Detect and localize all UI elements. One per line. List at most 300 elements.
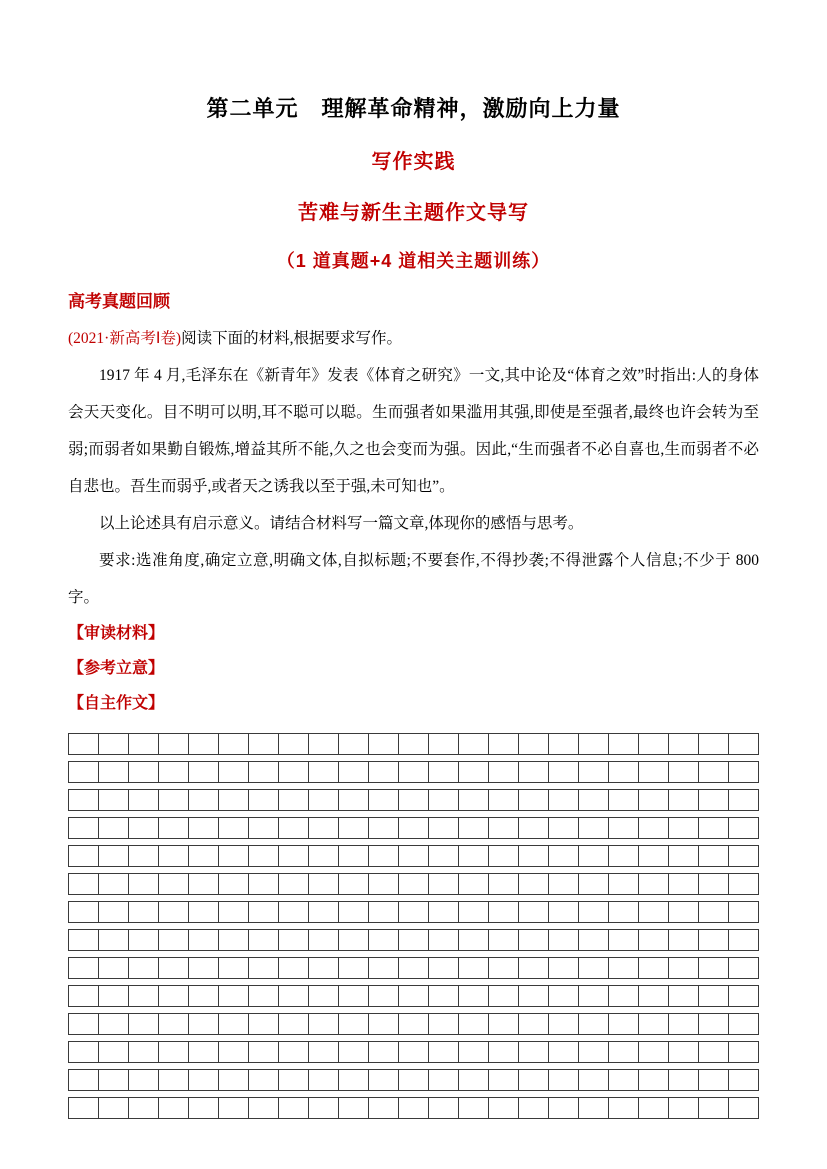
writing-grid-cell [99,762,129,782]
writing-grid-cell [279,1098,309,1118]
writing-grid-row [68,1069,759,1091]
writing-grid-cell [639,846,669,866]
writing-grid-cell [429,846,459,866]
writing-grid-cell [699,1014,729,1034]
writing-grid-cell [549,762,579,782]
writing-grid-row [68,1013,759,1035]
writing-grid-cell [369,874,399,894]
writing-grid-cell [159,818,189,838]
writing-grid-cell [519,986,549,1006]
writing-grid-cell [189,790,219,810]
writing-grid-cell [669,1014,699,1034]
writing-grid-cell [609,762,639,782]
writing-grid-cell [279,734,309,754]
writing-grid-cell [189,930,219,950]
exam-source-line [68,320,759,357]
writing-grid-row [68,845,759,867]
writing-grid-cell [429,790,459,810]
writing-grid-cell [309,762,339,782]
writing-grid-cell [609,734,639,754]
writing-grid-cell [99,1070,129,1090]
writing-grid-cell [609,986,639,1006]
writing-grid-cell [219,818,249,838]
writing-grid-cell [609,1014,639,1034]
writing-grid-cell [99,902,129,922]
writing-grid-cell [519,1042,549,1062]
writing-grid-cell [249,1014,279,1034]
writing-grid-cell [219,762,249,782]
writing-grid-cell [69,1098,99,1118]
writing-grid-cell [519,790,549,810]
writing-grid-cell [279,902,309,922]
writing-grid-cell [579,1042,609,1062]
writing-grid-cell [189,846,219,866]
writing-grid-cell [609,1042,639,1062]
writing-grid-cell [279,1014,309,1034]
writing-grid-cell [669,902,699,922]
writing-grid-cell [549,818,579,838]
writing-grid-cell [429,1070,459,1090]
writing-grid-cell [459,1098,489,1118]
writing-grid-cell [399,1014,429,1034]
writing-grid-cell [729,930,758,950]
writing-grid-cell [249,790,279,810]
writing-grid-cell [489,902,519,922]
writing-grid-cell [369,902,399,922]
writing-grid-cell [669,1098,699,1118]
writing-grid-cell [519,874,549,894]
writing-grid-cell [609,790,639,810]
writing-grid-cell [159,958,189,978]
subtitle-writing-practice: 写作实践 [371,151,456,173]
writing-grid-cell [489,1098,519,1118]
writing-grid-cell [519,958,549,978]
writing-grid-cell [339,930,369,950]
writing-grid-cell [189,902,219,922]
writing-grid-cell [579,1014,609,1034]
writing-grid-cell [219,986,249,1006]
writing-grid-cell [279,818,309,838]
writing-grid-cell [189,818,219,838]
writing-grid-cell [309,930,339,950]
writing-grid-cell [369,958,399,978]
writing-grid-cell [489,790,519,810]
writing-grid-cell [699,818,729,838]
subtitle-question-count: （1 道真题+4 道相关主题训练） [276,251,551,271]
writing-grid-cell [189,762,219,782]
writing-grid-cell [69,1042,99,1062]
exam-tag: (2021·新高考Ⅰ卷) [68,330,182,347]
writing-grid-cell [429,986,459,1006]
writing-grid-cell [459,846,489,866]
writing-grid-cell [459,1070,489,1090]
writing-grid-cell [579,902,609,922]
writing-grid-cell [399,958,429,978]
subtitle-essay-theme: 苦难与新生主题作文导写 [298,202,529,224]
writing-grid-cell [669,846,699,866]
writing-grid-cell [579,734,609,754]
writing-grid-row [68,789,759,811]
writing-grid-cell [69,930,99,950]
writing-grid-cell [249,762,279,782]
writing-grid-cell [699,1042,729,1062]
writing-grid-cell [639,958,669,978]
writing-grid-cell [459,762,489,782]
writing-grid-cell [249,734,279,754]
writing-grid-cell [129,958,159,978]
writing-grid-cell [309,902,339,922]
writing-grid-cell [369,818,399,838]
writing-grid-cell [99,1098,129,1118]
writing-grid-cell [159,902,189,922]
writing-grid-cell [159,1042,189,1062]
writing-grid-cell [69,986,99,1006]
writing-grid-cell [459,930,489,950]
writing-grid-cell [69,1070,99,1090]
writing-grid-cell [549,930,579,950]
unit-title: 第二单元 理解革命精神，激励向上力量 [206,96,621,121]
writing-grid-cell [729,1098,758,1118]
writing-grid-cell [699,874,729,894]
writing-grid-cell [99,1042,129,1062]
writing-grid-cell [669,930,699,950]
writing-grid-cell [159,1014,189,1034]
writing-grid-cell [399,1070,429,1090]
writing-grid-row [68,817,759,839]
writing-grid-cell [219,958,249,978]
writing-grid-cell [309,1014,339,1034]
writing-grid-cell [519,1098,549,1118]
writing-grid-cell [159,874,189,894]
writing-grid-cell [249,1098,279,1118]
writing-grid-cell [99,958,129,978]
writing-grid-cell [369,734,399,754]
writing-grid-cell [129,874,159,894]
writing-grid-cell [189,986,219,1006]
writing-grid-cell [159,1098,189,1118]
writing-grid-cell [219,1014,249,1034]
writing-grid-cell [339,986,369,1006]
writing-grid-cell [489,846,519,866]
writing-grid-cell [279,790,309,810]
writing-grid-cell [369,1098,399,1118]
writing-grid-cell [579,818,609,838]
writing-grid-cell [519,846,549,866]
writing-grid-cell [369,1042,399,1062]
writing-grid-cell [159,790,189,810]
writing-grid-cell [579,762,609,782]
writing-grid-cell [639,930,669,950]
writing-grid-cell [129,1042,159,1062]
writing-grid-row [68,901,759,923]
writing-grid-cell [399,790,429,810]
writing-grid-cell [69,1014,99,1034]
writing-grid-cell [669,790,699,810]
writing-grid-cell [669,1042,699,1062]
writing-grid-cell [189,1014,219,1034]
writing-grid-cell [519,902,549,922]
writing-grid-cell [639,818,669,838]
writing-grid-cell [519,930,549,950]
writing-grid-row [68,761,759,783]
writing-grid-cell [369,986,399,1006]
writing-grid-cell [189,1070,219,1090]
writing-grid-cell [639,902,669,922]
insight-paragraph: 以上论述具有启示意义。请结合材料写一篇文章,体现你的感悟与思考。 [99,515,584,532]
writing-grid-cell [729,846,758,866]
writing-grid-cell [609,1098,639,1118]
writing-grid-cell [729,958,758,978]
writing-grid-cell [429,930,459,950]
writing-grid-cell [69,846,99,866]
writing-grid-cell [309,958,339,978]
writing-grid-cell [339,790,369,810]
writing-grid-cell [399,986,429,1006]
writing-grid-cell [189,1098,219,1118]
writing-grid [68,733,759,1119]
writing-grid-cell [699,930,729,950]
writing-grid-cell [189,1042,219,1062]
writing-grid-cell [69,734,99,754]
writing-grid-cell [639,874,669,894]
writing-grid-cell [669,986,699,1006]
writing-grid-cell [129,902,159,922]
writing-grid-cell [309,790,339,810]
writing-grid-cell [519,818,549,838]
writing-grid-cell [159,762,189,782]
writing-grid-row [68,733,759,755]
writing-grid-cell [219,930,249,950]
writing-grid-cell [399,762,429,782]
section-heading-exam-review: 高考真题回顾 [68,292,170,311]
writing-grid-cell [309,818,339,838]
writing-grid-cell [129,762,159,782]
writing-grid-cell [579,1070,609,1090]
writing-grid-cell [489,1042,519,1062]
writing-grid-cell [279,986,309,1006]
writing-grid-cell [489,734,519,754]
material-paragraph: 1917 年 4 月,毛泽东在《新青年》发表《体育之研究》一文,其中论及“体育之效”时指出:人的身体会天天变化。目不明可以明,耳不聪可以聪。生而强者如果滥用其强,即使是至强者,最终也许会转为至弱;而弱者如果勤自锻炼,增益其所不能,久之也会变而为强。因此,“生而强者不必自喜也,生而弱者不必自悲也。吾生而弱乎,或者天之诱我以至于强,未可知也”。 [68,367,759,495]
writing-grid-cell [579,790,609,810]
writing-grid-cell [489,986,519,1006]
writing-grid-cell [99,790,129,810]
writing-grid-cell [399,1042,429,1062]
writing-grid-cell [279,958,309,978]
writing-grid-cell [609,818,639,838]
writing-grid-cell [429,762,459,782]
writing-grid-cell [699,1070,729,1090]
writing-grid-cell [249,902,279,922]
writing-grid-cell [729,1014,758,1034]
label-review-material: 【审读材料】 [68,625,165,642]
label-reference-ideas: 【参考立意】 [68,660,165,677]
writing-grid-cell [699,846,729,866]
writing-grid-cell [609,930,639,950]
writing-grid-cell [729,986,758,1006]
writing-grid-cell [369,790,399,810]
writing-grid-row [68,873,759,895]
writing-grid-cell [429,1098,459,1118]
writing-grid-cell [729,1042,758,1062]
writing-grid-cell [129,930,159,950]
writing-grid-cell [699,734,729,754]
writing-grid-cell [369,930,399,950]
writing-grid-cell [489,958,519,978]
writing-grid-cell [429,874,459,894]
writing-grid-cell [309,1070,339,1090]
writing-grid-row [68,957,759,979]
writing-grid-cell [189,874,219,894]
writing-grid-cell [549,846,579,866]
writing-grid-cell [489,1070,519,1090]
writing-grid-cell [549,1014,579,1034]
writing-grid-cell [279,1042,309,1062]
writing-grid-cell [69,874,99,894]
writing-grid-cell [549,790,579,810]
writing-grid-cell [549,986,579,1006]
writing-grid-cell [339,818,369,838]
writing-grid-cell [429,734,459,754]
writing-grid-cell [699,790,729,810]
writing-grid-cell [459,1042,489,1062]
writing-grid-cell [489,1014,519,1034]
writing-grid-cell [249,818,279,838]
writing-grid-cell [459,1014,489,1034]
writing-grid-cell [279,762,309,782]
writing-grid-cell [219,1070,249,1090]
writing-grid-row [68,1041,759,1063]
writing-grid-cell [339,1098,369,1118]
writing-grid-cell [339,1014,369,1034]
writing-grid-cell [699,986,729,1006]
writing-grid-cell [309,986,339,1006]
writing-grid-cell [429,818,459,838]
writing-grid-cell [69,902,99,922]
writing-grid-cell [459,958,489,978]
writing-grid-cell [669,734,699,754]
writing-grid-cell [309,1042,339,1062]
writing-grid-cell [699,958,729,978]
writing-grid-cell [549,902,579,922]
writing-grid-cell [99,930,129,950]
writing-grid-cell [219,902,249,922]
writing-grid-cell [429,958,459,978]
writing-grid-cell [459,734,489,754]
writing-grid-cell [189,734,219,754]
writing-grid-cell [159,930,189,950]
writing-grid-cell [549,1098,579,1118]
writing-grid-cell [99,986,129,1006]
writing-grid-cell [639,790,669,810]
writing-grid-cell [729,818,758,838]
writing-grid-cell [339,762,369,782]
writing-grid-cell [129,1098,159,1118]
writing-grid-cell [99,818,129,838]
writing-grid-cell [249,1070,279,1090]
writing-grid-cell [399,902,429,922]
writing-grid-cell [579,958,609,978]
writing-grid-cell [639,986,669,1006]
writing-grid-cell [429,1014,459,1034]
writing-grid-cell [429,1042,459,1062]
writing-grid-cell [519,762,549,782]
writing-grid-cell [69,958,99,978]
writing-grid-cell [639,1070,669,1090]
writing-grid-cell [369,846,399,866]
writing-grid-cell [219,846,249,866]
writing-grid-cell [669,762,699,782]
writing-grid-cell [279,846,309,866]
writing-grid-cell [699,1098,729,1118]
writing-grid-cell [549,874,579,894]
writing-grid-cell [339,1070,369,1090]
writing-grid-cell [609,902,639,922]
writing-grid-cell [219,1098,249,1118]
writing-grid-cell [459,986,489,1006]
writing-grid-cell [399,930,429,950]
writing-grid-cell [639,1098,669,1118]
writing-grid-cell [159,846,189,866]
exam-intro-text: 阅读下面的材料,根据要求写作。 [181,330,402,347]
writing-grid-cell [309,874,339,894]
writing-grid-cell [729,734,758,754]
writing-grid-cell [249,958,279,978]
writing-grid-cell [549,734,579,754]
writing-grid-cell [339,958,369,978]
writing-grid-row [68,929,759,951]
writing-grid-cell [609,1070,639,1090]
writing-grid-cell [519,1070,549,1090]
writing-grid-cell [729,874,758,894]
writing-grid-cell [669,818,699,838]
writing-grid-cell [339,874,369,894]
writing-grid-cell [189,958,219,978]
writing-grid-cell [699,762,729,782]
writing-grid-cell [99,1014,129,1034]
requirements-paragraph: 要求:选准角度,确定立意,明确文体,自拟标题;不要套作,不得抄袭;不得泄露个人信息;不少于 800 字。 [68,552,759,606]
writing-grid-cell [639,1042,669,1062]
writing-grid-cell [99,874,129,894]
writing-grid-cell [489,930,519,950]
writing-grid-cell [369,1070,399,1090]
writing-grid-cell [729,762,758,782]
writing-grid-cell [459,790,489,810]
writing-grid-cell [489,818,519,838]
writing-grid-cell [219,790,249,810]
writing-grid-cell [339,846,369,866]
writing-grid-cell [639,762,669,782]
writing-grid-cell [609,958,639,978]
writing-grid-row [68,1097,759,1119]
writing-grid-cell [129,1070,159,1090]
writing-grid-cell [69,762,99,782]
writing-grid-cell [669,874,699,894]
writing-grid-cell [549,958,579,978]
writing-grid-cell [159,1070,189,1090]
writing-grid-cell [459,874,489,894]
writing-grid-cell [339,902,369,922]
writing-grid-cell [249,846,279,866]
writing-grid-cell [489,762,519,782]
writing-grid-cell [159,734,189,754]
writing-grid-cell [129,986,159,1006]
writing-grid-cell [249,930,279,950]
writing-grid-cell [549,1042,579,1062]
writing-grid-cell [579,874,609,894]
writing-grid-cell [249,874,279,894]
writing-grid-row [68,985,759,1007]
writing-grid-cell [309,846,339,866]
